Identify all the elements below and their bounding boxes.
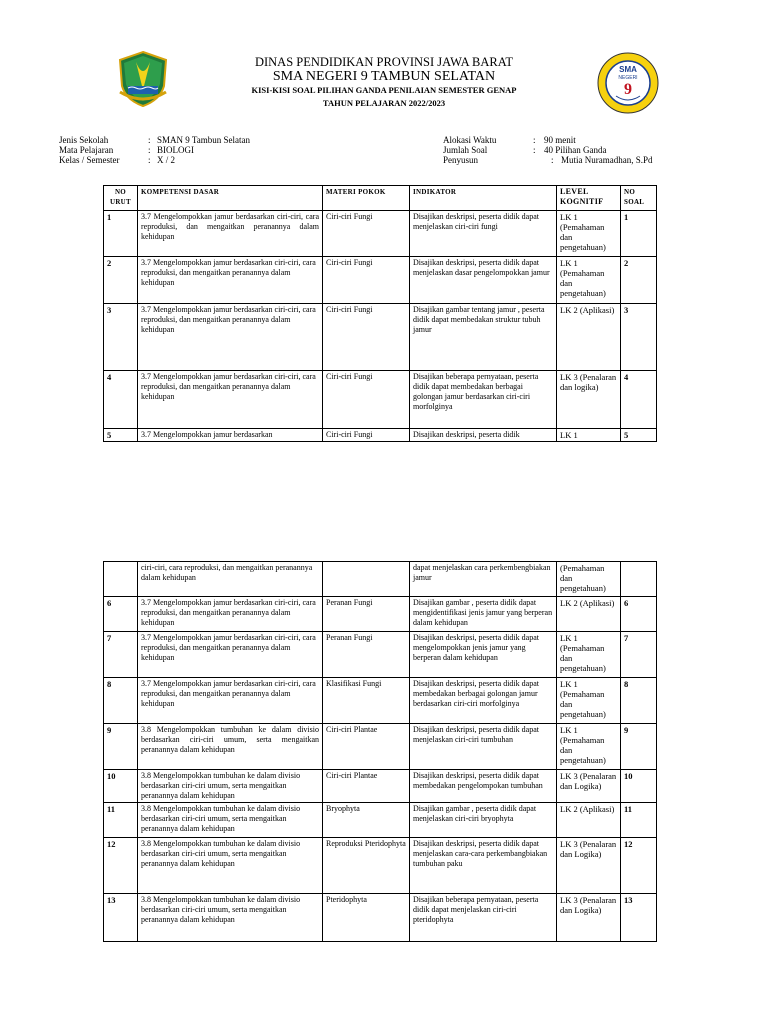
meta-sep: :	[533, 145, 536, 155]
cell-soal: 1	[621, 211, 657, 257]
cell-soal: 4	[621, 371, 657, 429]
cell-soal: 6	[621, 597, 657, 632]
cell-indikator: dapat menjelaskan cara perkembengbiakan jamur	[410, 562, 557, 597]
meta-label: Penyusun	[443, 155, 479, 165]
cell-no: 11	[104, 803, 138, 838]
meta-value: SMAN 9 Tambun Selatan	[157, 135, 250, 145]
cell-kd: 3.7 Mengelompokkan jamur berdasarkan ciri-ciri, cara reproduksi, dan mengaitkan peranannya dalam kehidupan	[138, 597, 323, 632]
cell-materi: Ciri-ciri Fungi	[323, 257, 410, 304]
header-title: KISI-KISI SOAL PILIHAN GANDA PENILAIAN SEMESTER GENAP	[251, 85, 517, 95]
meta-sep: :	[148, 135, 151, 145]
cell-materi: Klasifikasi Fungi	[323, 678, 410, 724]
cell-no: 2	[104, 257, 138, 304]
cell-level: LK 1	[557, 429, 621, 442]
cell-kd: 3.8 Mengelompokkan tumbuhan ke dalam divisio berdasarkan ciri-ciri umum, serta mengaitkan peranannya dalam kehidupan	[138, 770, 323, 803]
cell-no: 1	[104, 211, 138, 257]
table-row	[104, 803, 657, 838]
cell-level: LK 3 (Penalaran dan Logika)	[557, 770, 621, 803]
meta-sep: :	[551, 155, 554, 165]
cell-kd: 3.7 Mengelompokkan jamur berdasarkan ciri-ciri, cara reproduksi, dan mengaitkan peranannya dalam kehidupan	[138, 257, 323, 304]
cell-no: 6	[104, 597, 138, 632]
cell-materi: Ciri-ciri Fungi	[323, 371, 410, 429]
cell-soal: 2	[621, 257, 657, 304]
meta-value: 40 Pilihan Ganda	[544, 145, 607, 155]
cell-soal: 13	[621, 894, 657, 942]
cell-no: 4	[104, 371, 138, 429]
cell-materi: Ciri-ciri Fungi	[323, 429, 410, 442]
cell-indikator: Disajikan gambar tentang jamur , peserta didik dapat membedakan struktur tubuh jamur	[410, 304, 557, 371]
cell-soal: 10	[621, 770, 657, 803]
cell-kd: 3.7 Mengelompokkan jamur berdasarkan	[138, 429, 323, 442]
col-no-soal: NO SOAL	[621, 186, 657, 211]
cell-indikator: Disajikan deskripsi, peserta didik dapat menjelaskan ciri-ciri tumbuhan	[410, 724, 557, 770]
logo-number: 9	[624, 81, 632, 98]
meta-value: 90 menit	[544, 135, 576, 145]
cell-kd: 3.8 Mengelompokkan tumbuhan ke dalam divisio berdasarkan ciri-ciri umum, serta mengaitkan peranannya dalam kehidupan	[138, 894, 323, 942]
table-row	[104, 770, 657, 803]
kisi-kisi-table-page2	[103, 561, 657, 942]
logo-negeri-text: NEGERI	[618, 75, 638, 81]
table-header-row	[104, 186, 657, 211]
cell-kd: 3.8 Mengelompokkan tumbuhan ke dalam divisio berdasarkan ciri-ciri umum, serta mengaitkan peranannya dalam kehidupan	[138, 803, 323, 838]
cell-indikator: Disajikan beberapa pernyataan, peserta didik dapat menjelaskan ciri-ciri pteridophyta	[410, 894, 557, 942]
meta-value: X / 2	[157, 155, 175, 165]
cell-kd: 3.7 Mengelompokkan jamur berdasarkan ciri-ciri, cara reproduksi, dan mengaitkan peranannya dalam kehidupan	[138, 304, 323, 371]
cell-kd: 3.7 Mengelompokkan jamur berdasarkan ciri-ciri, cara reproduksi, dan mengaitkan peranannya dalam kehidupan	[138, 371, 323, 429]
meta-label: Jumlah Soal	[443, 145, 488, 155]
meta-sep: :	[148, 145, 151, 155]
cell-indikator: Disajikan deskripsi, peserta didik	[410, 429, 557, 442]
cell-level: LK 2 (Aplikasi)	[557, 803, 621, 838]
cell-soal: 9	[621, 724, 657, 770]
cell-indikator: Disajikan deskripsi, peserta didik dapat menjelaskan dasar pengelompokkan jamur	[410, 257, 557, 304]
cell-level: (Pemahaman dan pengetahuan)	[557, 562, 621, 597]
cell-materi: Ciri-ciri Plantae	[323, 724, 410, 770]
meta-value: BIOLOGI	[157, 145, 194, 155]
cell-materi	[323, 562, 410, 597]
cell-no	[104, 562, 138, 597]
meta-sep: :	[533, 135, 536, 145]
col-no-urut: NO URUT	[104, 186, 138, 211]
meta-right	[443, 135, 733, 165]
cell-level: LK 1 (Pemahaman dan pengetahuan)	[557, 678, 621, 724]
table-row	[104, 632, 657, 678]
table-row	[104, 724, 657, 770]
cell-materi: Bryophyta	[323, 803, 410, 838]
table-row	[104, 562, 657, 597]
cell-kd: ciri-ciri, cara reproduksi, dan mengaitkan peranannya dalam kehidupan	[138, 562, 323, 597]
logo-sma-text: SMA	[619, 65, 637, 74]
table-row	[104, 597, 657, 632]
cell-kd: 3.7 Mengelompokkan jamur berdasarkan ciri-ciri, cara reproduksi, dan mengaitkan peranannya dalam kehidupan	[138, 678, 323, 724]
cell-indikator: Disajikan deskripsi, peserta didik dapat menjelaskan ciri-ciri fungi	[410, 211, 557, 257]
cell-no: 5	[104, 429, 138, 442]
table-row	[104, 211, 657, 257]
col-indikator: INDIKATOR	[410, 186, 557, 211]
cell-kd: 3.7 Mengelompokkan jamur berdasarkan ciri-ciri, cara reproduksi, dan mengaitkan peranannya dalam kehidupan	[138, 211, 323, 257]
cell-materi: Reproduksi Pteridophyta	[323, 838, 410, 894]
table-row	[104, 304, 657, 371]
cell-level: LK 3 (Penalaran dan Logika)	[557, 838, 621, 894]
cell-kd: 3.7 Mengelompokkan jamur berdasarkan ciri-ciri, cara reproduksi, dan mengaitkan peranannya dalam kehidupan	[138, 632, 323, 678]
meta-left	[59, 135, 319, 165]
cell-kd: 3.8 Mengelompokkan tumbuhan ke dalam divisio berdasarkan ciri-ciri umum, serta mengaitkan peranannya dalam kehidupan	[138, 724, 323, 770]
cell-level: LK 3 (Penalaran dan Logika)	[557, 894, 621, 942]
meta-label: Kelas / Semester	[59, 155, 120, 165]
cell-level: LK 1 (Pemahaman dan pengetahuan)	[557, 257, 621, 304]
cell-indikator: Disajikan deskripsi, peserta didik dapat membedakan berbagai golongan jamur berdasarkan ciri-ciri morfolginya	[410, 678, 557, 724]
cell-no: 12	[104, 838, 138, 894]
cell-indikator: Disajikan gambar , peserta didik dapat mengidentifikasi jenis jamur yang berperan dalam kehidupan	[410, 597, 557, 632]
cell-materi: Ciri-ciri Fungi	[323, 211, 410, 257]
table-row	[104, 894, 657, 942]
header-school: SMA NEGERI 9 TAMBUN SELATAN	[272, 69, 496, 84]
cell-indikator: Disajikan deskripsi, peserta didik dapat membedakan pengelompokan tumbuhan	[410, 770, 557, 803]
cell-soal	[621, 562, 657, 597]
cell-indikator: Disajikan gambar , peserta didik dapat menjelaskan ciri-ciri bryophyta	[410, 803, 557, 838]
cell-indikator: Disajikan beberapa pernyataan, peserta didik dapat membedakan berbagai golongan jamur berdasarkan ciri-ciri morfolginya	[410, 371, 557, 429]
cell-materi: Peranan Fungi	[323, 597, 410, 632]
cell-level: LK 3 (Penalaran dan logika)	[557, 371, 621, 429]
cell-no: 10	[104, 770, 138, 803]
cell-soal: 8	[621, 678, 657, 724]
cell-soal: 11	[621, 803, 657, 838]
cell-level: LK 1 (Pemahaman dan pengetahuan)	[557, 211, 621, 257]
table-row	[104, 678, 657, 724]
meta-label: Mata Pelajaran	[59, 145, 114, 155]
cell-level: LK 2 (Aplikasi)	[557, 304, 621, 371]
col-level-kognitif: LEVEL KOGNITIF	[557, 186, 621, 211]
table-row	[104, 429, 657, 442]
meta-label: Alokasi Waktu	[443, 135, 497, 145]
cell-level: LK 2 (Aplikasi)	[557, 597, 621, 632]
cell-materi: Pteridophyta	[323, 894, 410, 942]
cell-no: 9	[104, 724, 138, 770]
cell-soal: 5	[621, 429, 657, 442]
meta-value: Mutia Nuramadhan, S.Pd	[561, 155, 653, 165]
kisi-kisi-table-page1	[103, 185, 657, 442]
col-materi-pokok: MATERI POKOK	[323, 186, 410, 211]
meta-label: Jenis Sekolah	[59, 135, 109, 145]
meta-sep: :	[148, 155, 151, 165]
header-year: TAHUN PELAJARAN 2022/2023	[322, 98, 446, 108]
table-row	[104, 838, 657, 894]
table-row	[104, 257, 657, 304]
cell-indikator: Disajikan deskripsi, peserta didik dapat menjelaskan cara-cara perkembangbiakan tumbuhan paku	[410, 838, 557, 894]
col-kompetensi-dasar: KOMPETENSI DASAR	[138, 186, 323, 211]
cell-no: 3	[104, 304, 138, 371]
cell-materi: Ciri-ciri Fungi	[323, 304, 410, 371]
cell-soal: 12	[621, 838, 657, 894]
cell-kd: 3.8 Mengelompokkan tumbuhan ke dalam divisio berdasarkan ciri-ciri umum, serta mengaitkan peranannya dalam kehidupan	[138, 838, 323, 894]
table-row	[104, 371, 657, 429]
cell-no: 8	[104, 678, 138, 724]
cell-no: 7	[104, 632, 138, 678]
cell-indikator: Disajikan deskripsi, peserta didik dapat mengelompokkan jenis jamur yang berperan dalam kehidupan	[410, 632, 557, 678]
cell-materi: Peranan Fungi	[323, 632, 410, 678]
cell-soal: 7	[621, 632, 657, 678]
cell-level: LK 1 (Pemahaman dan pengetahuan)	[557, 632, 621, 678]
cell-soal: 3	[621, 304, 657, 371]
cell-no: 13	[104, 894, 138, 942]
cell-materi: Ciri-ciri Plantae	[323, 770, 410, 803]
cell-level: LK 1 (Pemahaman dan pengetahuan)	[557, 724, 621, 770]
header-dinas: DINAS PENDIDIKAN PROVINSI JAWA BARAT	[254, 55, 514, 69]
document-header	[0, 56, 768, 110]
